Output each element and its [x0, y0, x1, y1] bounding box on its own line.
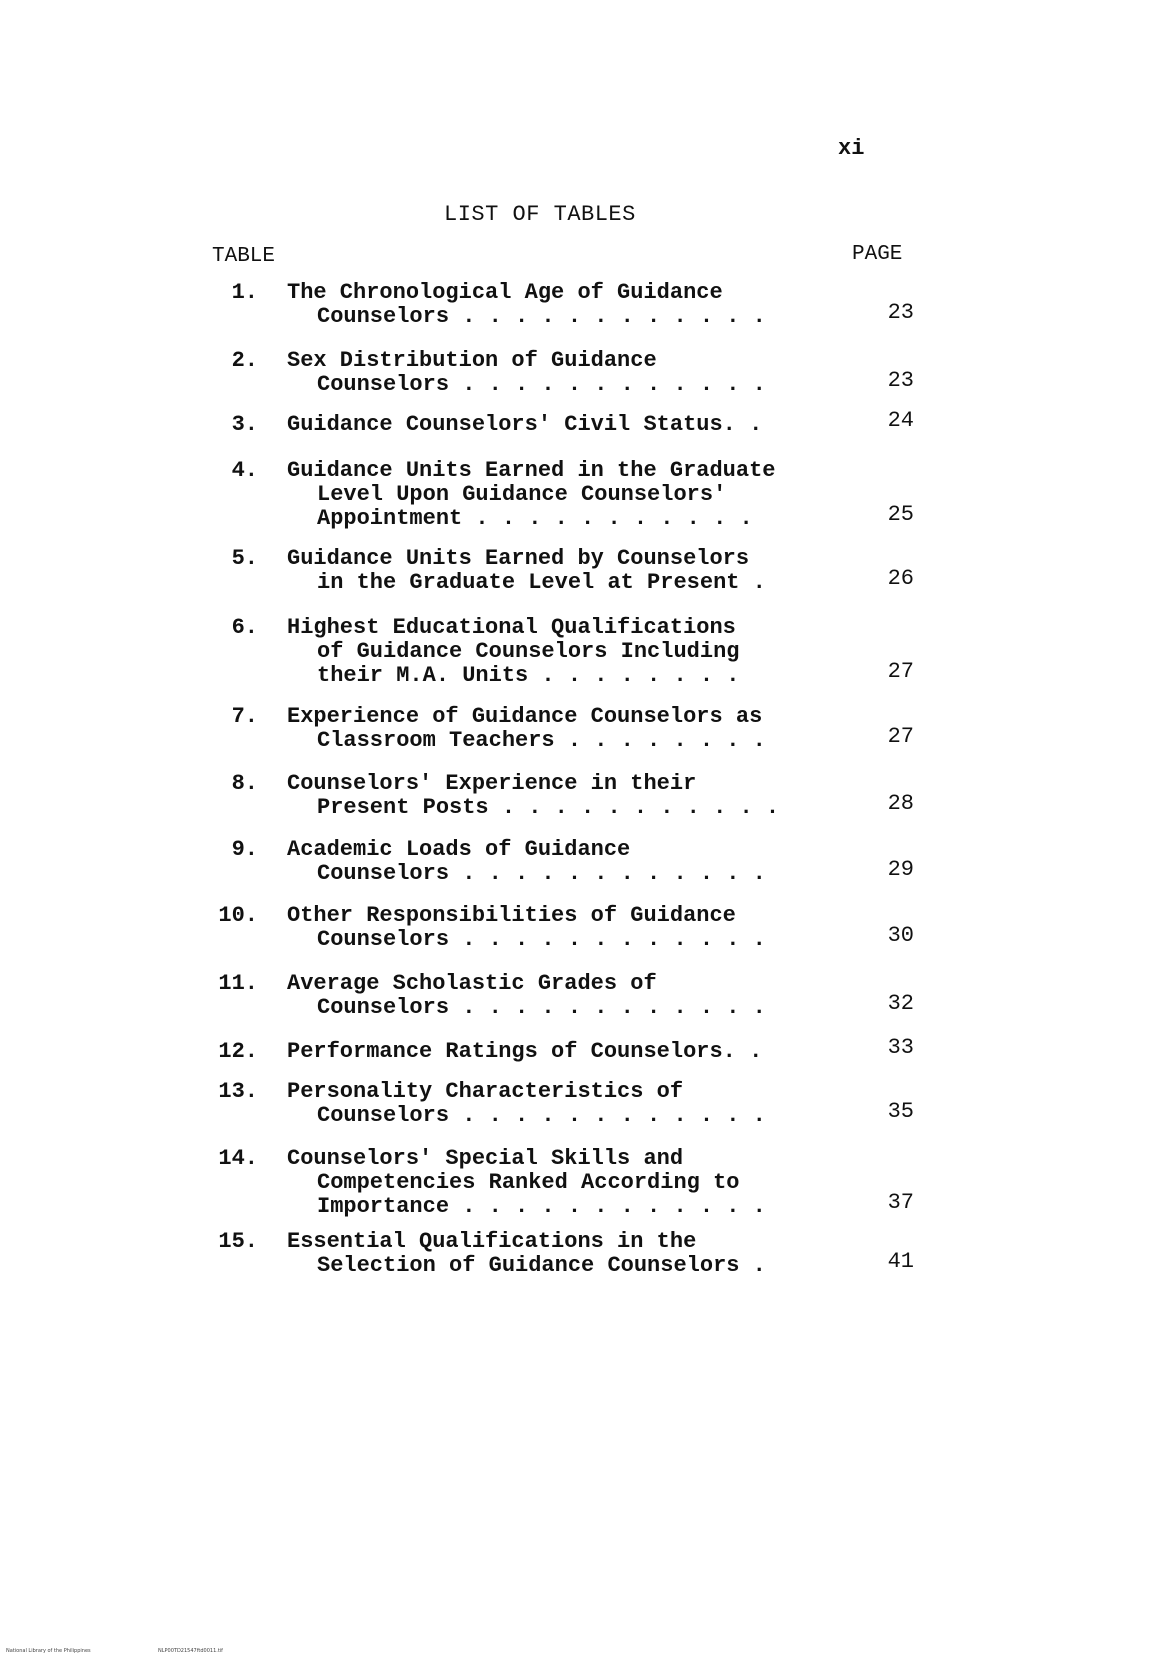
entry-number: 10.: [218, 903, 258, 928]
page-column-header: PAGE: [852, 243, 903, 266]
entry-title: [287, 838, 837, 886]
entry-page-number: 28: [887, 791, 914, 816]
list-title: LIST OF TABLES: [444, 202, 636, 227]
entry-title: [287, 616, 837, 688]
entry-number: 9.: [231, 837, 258, 862]
entry-title-line: Counselors . . . . . . . . . . . .: [317, 861, 766, 886]
entry-title-line: Counselors . . . . . . . . . . . .: [317, 372, 766, 397]
entry-title-line: Personality Characteristics of: [287, 1079, 684, 1104]
entry-title: [287, 1147, 837, 1219]
entry-title: [287, 1040, 837, 1064]
entry-title-line: Sex Distribution of Guidance: [287, 348, 657, 373]
entry-number: 4.: [231, 458, 258, 483]
footer-library: National Library of the Philippines: [6, 1648, 91, 1654]
entry-title-line: Counselors' Experience in their: [287, 771, 697, 796]
entry-page-number: 30: [887, 923, 914, 948]
entry-number: 12.: [218, 1039, 258, 1064]
entry-title-line: Level Upon Guidance Counselors': [317, 482, 727, 507]
entry-number: 15.: [218, 1229, 258, 1254]
entry-number: 2.: [231, 348, 258, 373]
entry-page-number: 23: [887, 368, 914, 393]
entry-page-number: 33: [887, 1035, 914, 1060]
entry-page-number: 26: [887, 566, 914, 591]
entry-title-line: Selection of Guidance Counselors .: [317, 1253, 766, 1278]
entry-title-line: Average Scholastic Grades of: [287, 971, 657, 996]
footer-file: NLP00TD21547ftd0011.tif: [158, 1648, 223, 1654]
entry-title-line: Guidance Units Earned in the Graduate: [287, 458, 776, 483]
entry-title-line: Counselors . . . . . . . . . . . .: [317, 1103, 766, 1128]
entry-title-line: their M.A. Units . . . . . . . .: [317, 663, 740, 688]
entry-title-line: Performance Ratings of Counselors. .: [287, 1039, 763, 1064]
entry-number: 7.: [231, 704, 258, 729]
entry-page-number: 27: [887, 724, 914, 749]
entry-title-line: Competencies Ranked According to: [317, 1170, 740, 1195]
entry-title: [287, 772, 837, 820]
entry-title-line: Academic Loads of Guidance: [287, 837, 631, 862]
entry-title-line: Guidance Counselors' Civil Status. .: [287, 412, 763, 437]
entry-title-line: Other Responsibilities of Guidance: [287, 903, 736, 928]
entry-title: [287, 1080, 837, 1128]
entry-number: 1.: [231, 280, 258, 305]
entry-title-line: Present Posts . . . . . . . . . . .: [317, 795, 780, 820]
entry-number: 13.: [218, 1079, 258, 1104]
entry-title-line: Counselors' Special Skills and: [287, 1146, 684, 1171]
entry-title: [287, 547, 837, 595]
entry-title-line: of Guidance Counselors Including: [317, 639, 740, 664]
page-number: xi: [838, 136, 865, 161]
entry-number: 6.: [231, 615, 258, 640]
entry-title-line: Guidance Units Earned by Counselors: [287, 546, 750, 571]
entry-title: [287, 349, 837, 397]
entry-number: 8.: [231, 771, 258, 796]
entry-number: 3.: [231, 412, 258, 437]
entry-title: [287, 904, 837, 952]
entry-title-line: Experience of Guidance Counselors as: [287, 704, 763, 729]
entry-title: [287, 1230, 837, 1278]
entry-title: [287, 281, 837, 329]
entry-title: [287, 705, 837, 753]
entry-title-line: Counselors . . . . . . . . . . . .: [317, 927, 766, 952]
entry-title-line: in the Graduate Level at Present .: [317, 570, 766, 595]
entry-title-line: Highest Educational Qualifications: [287, 615, 736, 640]
entry-page-number: 24: [887, 408, 914, 433]
entry-page-number: 27: [887, 659, 914, 684]
entry-title: [287, 972, 837, 1020]
entry-title-line: Essential Qualifications in the: [287, 1229, 697, 1254]
entry-title-line: Classroom Teachers . . . . . . . .: [317, 728, 766, 753]
entry-title: [287, 459, 837, 531]
entry-title-line: The Chronological Age of Guidance: [287, 280, 723, 305]
entry-page-number: 32: [887, 991, 914, 1016]
entry-title-line: Importance . . . . . . . . . . . .: [317, 1194, 766, 1219]
entry-page-number: 37: [887, 1190, 914, 1215]
table-column-header: TABLE: [212, 245, 276, 268]
entry-number: 11.: [218, 971, 258, 996]
entry-page-number: 35: [887, 1099, 914, 1124]
entry-page-number: 41: [887, 1249, 914, 1274]
entry-title-line: Appointment . . . . . . . . . . .: [317, 506, 753, 531]
entry-page-number: 25: [887, 502, 914, 527]
entry-number: 5.: [231, 546, 258, 571]
entry-page-number: 29: [887, 857, 914, 882]
entry-title: [287, 413, 837, 437]
entry-number: 14.: [218, 1146, 258, 1171]
entry-page-number: 23: [887, 300, 914, 325]
entry-title-line: Counselors . . . . . . . . . . . .: [317, 304, 766, 329]
entry-title-line: Counselors . . . . . . . . . . . .: [317, 995, 766, 1020]
